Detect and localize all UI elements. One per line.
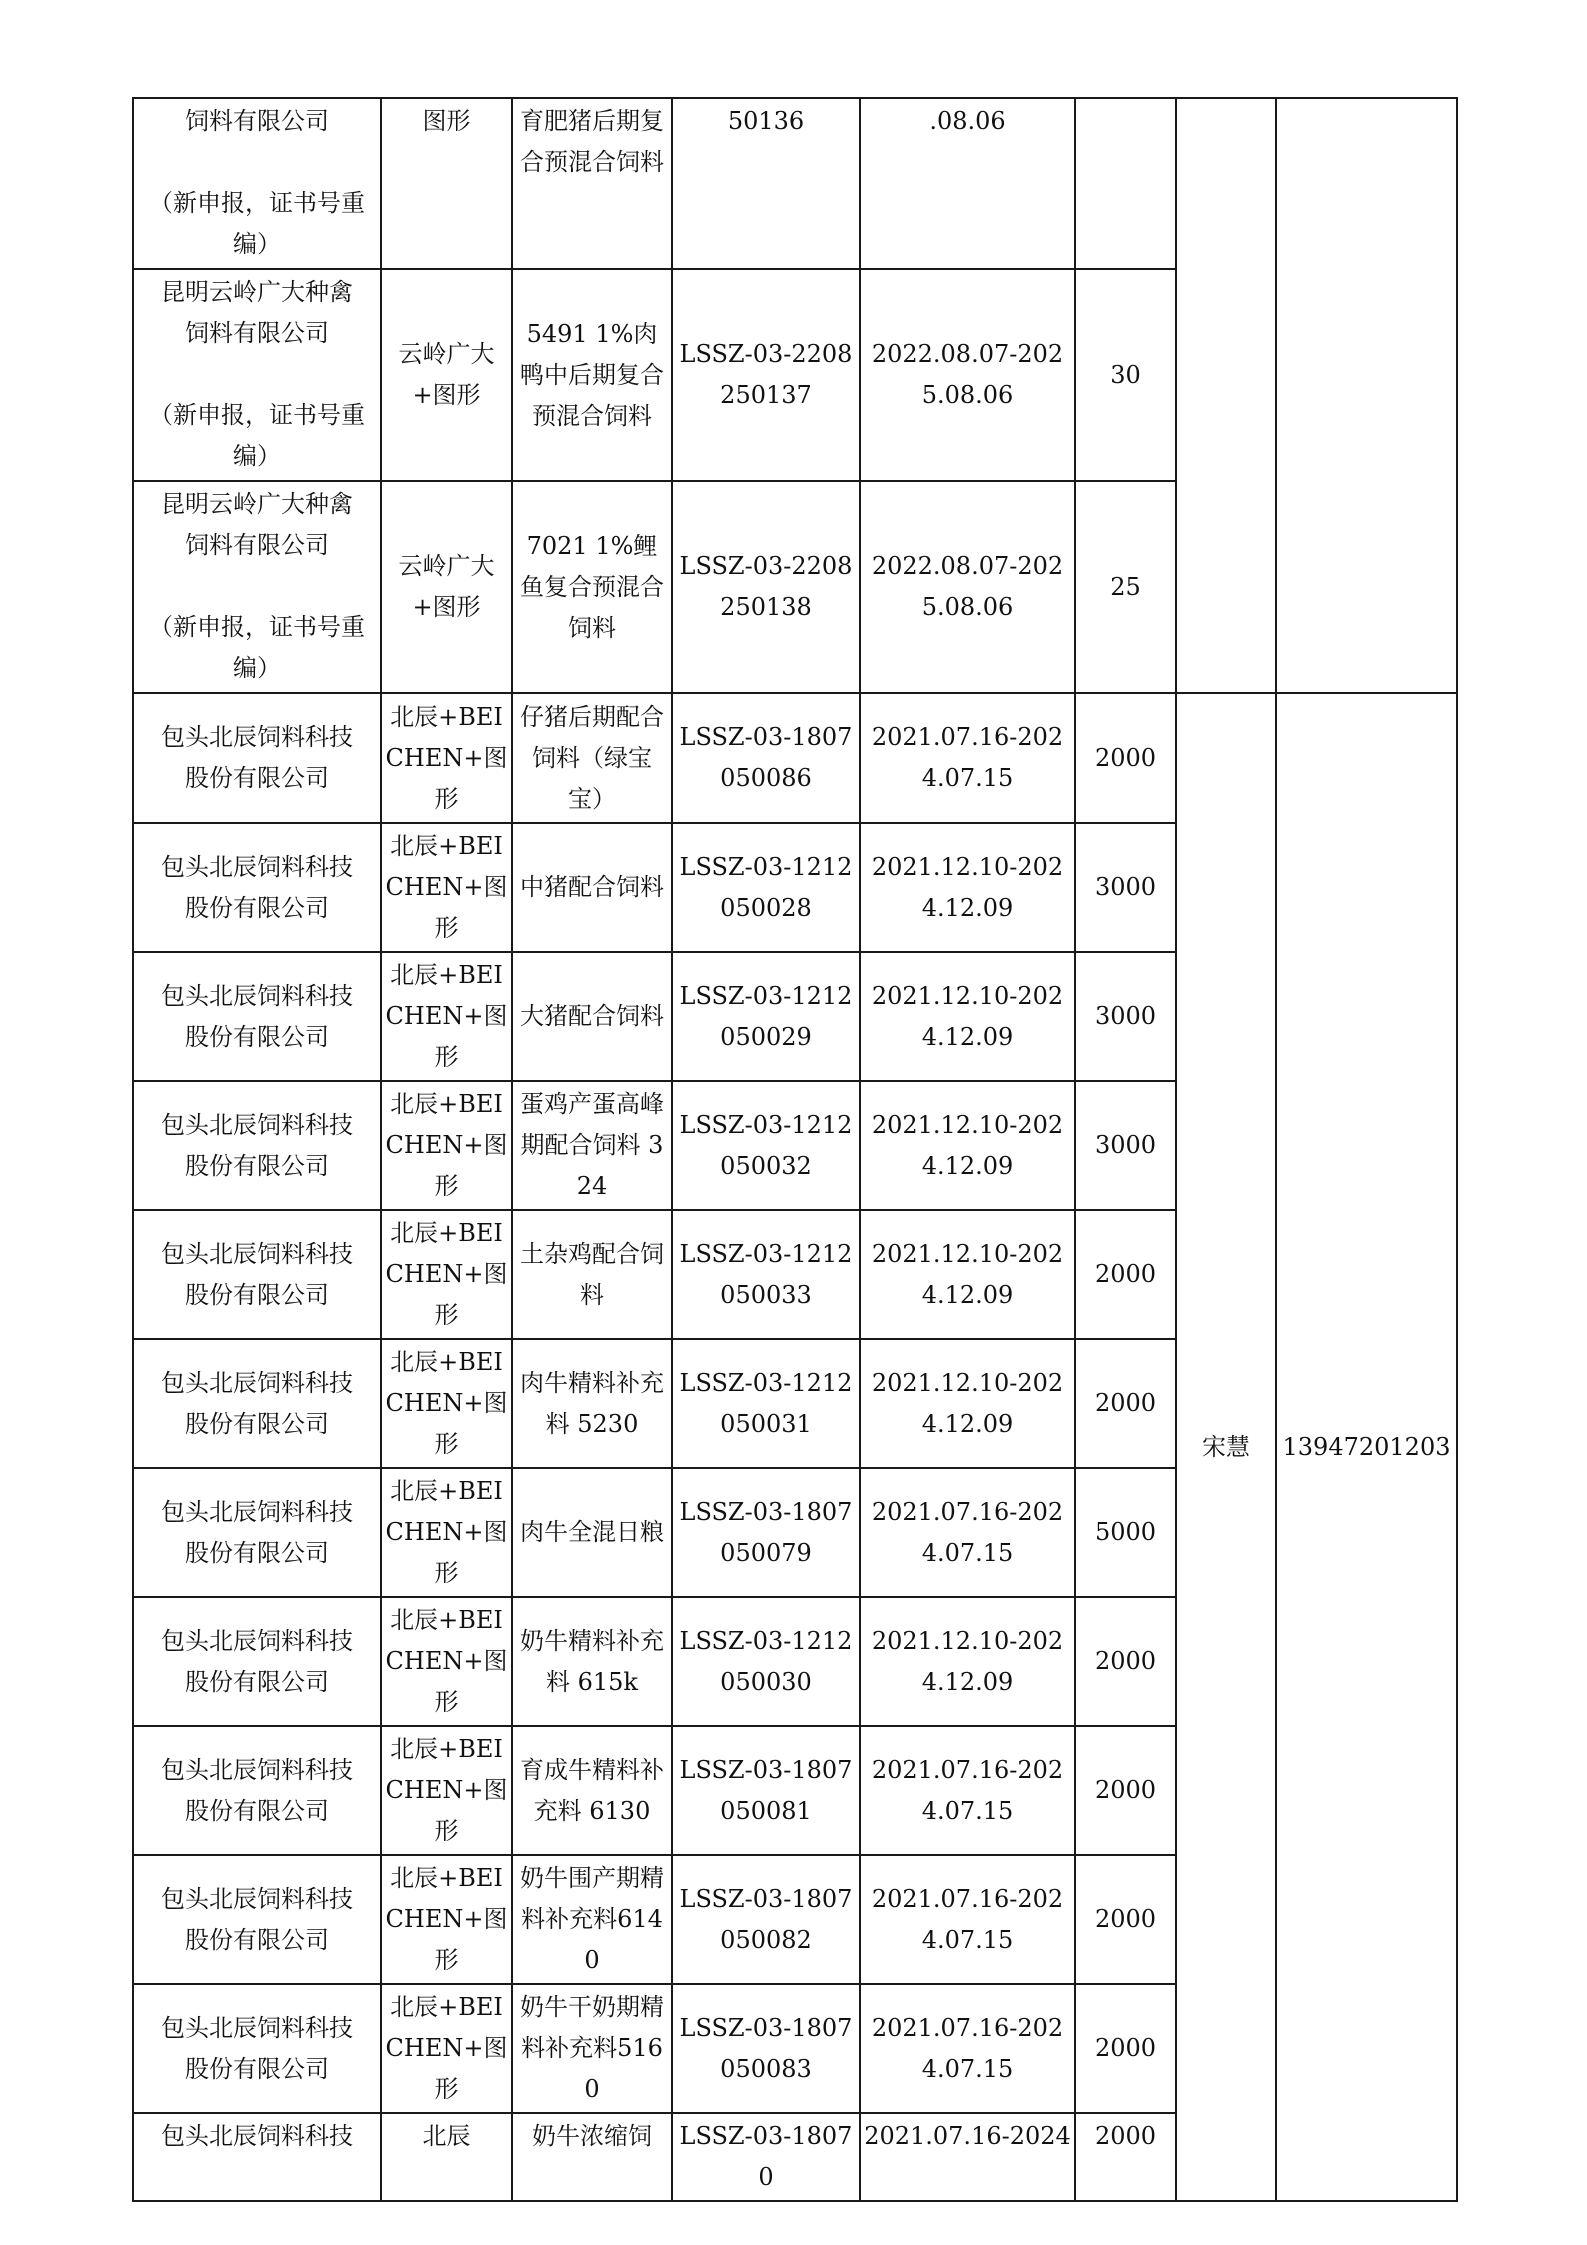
validity-period-cell-line: 2021.12.10-2024 xyxy=(871,1110,1064,1180)
certificate-number-cell-line: LSSZ-03-18070 xyxy=(679,1497,853,1567)
company-name-line: 股份有限公司 xyxy=(185,1280,329,1309)
company-name-line: 股份有限公司 xyxy=(185,2054,329,2083)
quantity-cell: 2000 xyxy=(1075,1339,1176,1468)
validity-period-cell-line: 2021.07.16-2024 xyxy=(871,1497,1064,1567)
company-note-line: 编） xyxy=(233,654,281,682)
quantity-cell: 2000 xyxy=(1075,1855,1176,1984)
brand-cell xyxy=(381,1984,512,2113)
certificate-number-cell-line: 50081 xyxy=(735,1796,812,1825)
product-cell-line: 育肥猪后期 xyxy=(520,107,640,135)
product-cell-line: 奶牛干奶期 xyxy=(520,1993,640,2021)
validity-period-cell xyxy=(860,693,1075,823)
product-cell-line: 宝） xyxy=(568,784,616,813)
certificate-number-cell-line: 50030 xyxy=(735,1667,812,1696)
product-cell-line: 饲料 xyxy=(616,148,664,176)
company-name-line: 股份有限公司 xyxy=(185,1151,329,1180)
product-cell xyxy=(512,1726,672,1855)
company-name-line: 包头北辰饲料科技 xyxy=(161,852,353,881)
company-cell xyxy=(133,693,381,823)
company-cell xyxy=(133,1726,381,1855)
company-name-line: 包头北辰饲料科技 xyxy=(161,1884,353,1913)
certificate-table xyxy=(132,97,1458,2202)
brand-cell-line: 北辰 xyxy=(390,1606,439,1634)
company-name-line: 包头北辰饲料科技 xyxy=(161,2122,353,2150)
product-cell-line: 料 xyxy=(640,873,664,901)
company-name-line: 包头北辰饲料科技 xyxy=(161,2013,353,2042)
certificate-number-cell xyxy=(672,693,860,823)
brand-cell-line: 图形 xyxy=(434,2034,508,2103)
product-cell xyxy=(512,693,672,823)
table-row xyxy=(133,693,1457,823)
product-cell xyxy=(512,2113,672,2201)
product-cell-line: 饲料 xyxy=(568,613,616,642)
brand-cell-line: 北辰 xyxy=(390,1993,439,2021)
brand-cell xyxy=(381,2113,512,2201)
company-note-gap xyxy=(136,354,378,395)
product-cell-line: 精料补充料 xyxy=(521,1864,664,1933)
company-name-line: 股份有限公司 xyxy=(185,764,329,792)
quantity-cell: 2000 xyxy=(1075,2113,1176,2201)
brand-cell xyxy=(381,1339,512,1468)
validity-period-cell xyxy=(860,1855,1075,1984)
brand-cell-line: 图形 xyxy=(422,107,471,135)
company-name-line: 包头北辰饲料科技 xyxy=(161,1497,353,1526)
certificate-number-cell-line: LSSZ-03-12120 xyxy=(679,1368,853,1438)
product-cell xyxy=(512,1597,672,1726)
certificate-number-cell-line: 50028 xyxy=(735,893,812,922)
validity-period-cell-line: .12.09 xyxy=(936,1151,1014,1180)
company-name-line: 包头北辰饲料科技 xyxy=(161,1755,353,1784)
validity-period-cell-line: 2021.07.16-2024 xyxy=(871,723,1064,792)
brand-cell-line: 北辰 xyxy=(390,1477,439,1505)
validity-period-cell-line: .08.06 xyxy=(929,107,1006,135)
brand-cell-line: +BEICHEN+ xyxy=(385,1477,503,1546)
validity-period-cell-line: 2021.12.10-2024 xyxy=(871,852,1064,922)
contact-phone-cell: 13947201203 xyxy=(1276,693,1457,2201)
brand-cell-line: 北辰 xyxy=(390,832,439,860)
company-note-line: （新申报，证书号重 xyxy=(149,189,365,217)
brand-cell-line: 图形 xyxy=(434,743,508,813)
brand-cell-line: +BEICHEN+ xyxy=(385,1219,503,1288)
company-cell xyxy=(133,1468,381,1597)
validity-period-cell-line: .08.06 xyxy=(936,381,1014,409)
quantity-cell: 2000 xyxy=(1075,1726,1176,1855)
validity-period-cell xyxy=(860,269,1075,481)
brand-cell-line: 北辰 xyxy=(390,1090,439,1118)
product-cell-line: 仔猪后期配 xyxy=(520,702,640,731)
validity-period-cell-line: .12.09 xyxy=(936,1667,1014,1696)
certificate-number-cell xyxy=(672,1339,860,1468)
quantity-cell: 2000 xyxy=(1075,1597,1176,1726)
certificate-number-cell xyxy=(672,98,860,269)
quantity-cell: 25 xyxy=(1075,481,1176,693)
company-cell xyxy=(133,823,381,952)
company-name-line: 包头北辰饲料科技 xyxy=(161,1626,353,1655)
brand-cell xyxy=(381,1468,512,1597)
product-cell xyxy=(512,1984,672,2113)
validity-period-cell xyxy=(860,1339,1075,1468)
company-name-line: 股份有限公司 xyxy=(185,1022,329,1051)
product-cell-line: 肉牛全混日 xyxy=(520,1518,640,1546)
certificate-number-cell-line: LSSZ-03-12120 xyxy=(679,1110,853,1180)
company-name-line: 饲料有限公司 xyxy=(185,319,329,347)
validity-period-cell-line: .07.15 xyxy=(936,1538,1014,1567)
brand-cell-line: 北辰 xyxy=(390,1348,439,1376)
brand-cell-line: 云岭广大+ xyxy=(398,340,495,409)
certificate-number-cell xyxy=(672,1726,860,1855)
product-cell xyxy=(512,952,672,1081)
validity-period-cell-line: 2021.07.16-2024 xyxy=(871,2013,1064,2083)
company-cell xyxy=(133,2113,381,2201)
company-note-gap xyxy=(136,142,378,183)
product-cell xyxy=(512,1081,672,1210)
validity-period-cell-line: .07.15 xyxy=(936,2054,1014,2083)
product-cell-line: 料 324 xyxy=(576,1131,664,1200)
certificate-number-cell-line: LSSZ-03-18070 xyxy=(679,1884,853,1954)
certificate-number-cell-line: LSSZ-03-18070 xyxy=(679,723,853,792)
brand-cell-line: 北辰 xyxy=(390,702,439,731)
certificate-number-cell-line: LSSZ-03-12120 xyxy=(679,1239,853,1309)
brand-cell-line: 北辰 xyxy=(422,2122,471,2150)
certificate-number-cell-line: 50086 xyxy=(735,764,812,792)
company-name-line: 包头北辰饲料科技 xyxy=(161,723,353,751)
product-cell-line: 大猪配合饲 xyxy=(520,1002,640,1030)
contact-person-cell: 宋慧 xyxy=(1176,693,1276,2201)
brand-cell-line: 北辰 xyxy=(390,1735,439,1763)
validity-period-cell-line: 2021.12.10-2024 xyxy=(871,1239,1064,1309)
validity-period-cell-line: .08.06 xyxy=(936,593,1014,621)
brand-cell xyxy=(381,693,512,823)
validity-period-cell-line: .07.15 xyxy=(936,1796,1014,1825)
quantity-cell: 30 xyxy=(1075,269,1176,481)
validity-period-cell-line: .07.15 xyxy=(936,764,1014,792)
brand-cell xyxy=(381,98,512,269)
certificate-number-cell-line: 50083 xyxy=(735,2054,812,2083)
certificate-number-cell xyxy=(672,823,860,952)
validity-period-cell xyxy=(860,2113,1075,2201)
product-cell-line: 复合预混合 xyxy=(520,107,664,176)
product-cell-line: 预混合饲料 xyxy=(532,401,652,430)
certificate-number-cell xyxy=(672,481,860,693)
certificate-number-cell-line: 50138 xyxy=(735,593,812,621)
certificate-number-cell xyxy=(672,1210,860,1339)
brand-cell xyxy=(381,952,512,1081)
validity-period-cell-line: .12.09 xyxy=(936,1022,1014,1051)
validity-period-cell xyxy=(860,1597,1075,1726)
brand-cell-line: 北辰 xyxy=(390,961,439,989)
certificate-number-cell-line: 50137 xyxy=(735,381,812,409)
company-name-line: 股份有限公司 xyxy=(185,1409,329,1438)
brand-cell xyxy=(381,823,512,952)
certificate-number-cell-line: LSSZ-03-18070 xyxy=(679,2122,853,2191)
validity-period-cell-line: 2021.07.16-2024 xyxy=(871,1755,1064,1825)
brand-cell-line: 图形 xyxy=(434,1131,508,1200)
certificate-number-cell-line: LSSZ-03-12120 xyxy=(679,1626,853,1696)
certificate-number-cell xyxy=(672,1468,860,1597)
company-name-line: 股份有限公司 xyxy=(185,1538,329,1567)
brand-cell xyxy=(381,1210,512,1339)
product-cell xyxy=(512,1210,672,1339)
certificate-number-cell-line: LSSZ-03-22082 xyxy=(679,552,853,621)
brand-cell xyxy=(381,1726,512,1855)
brand-cell-line: 图形 xyxy=(434,1002,508,1071)
company-name-line: 包头北辰饲料科技 xyxy=(161,1368,353,1397)
product-cell-line: 5491 1%肉鸭 xyxy=(520,319,658,389)
validity-period-cell xyxy=(860,1726,1075,1855)
brand-cell xyxy=(381,269,512,481)
brand-cell-line: 图形 xyxy=(434,1905,508,1974)
product-cell-line: 6140 xyxy=(584,1905,663,1974)
quantity-cell: 2000 xyxy=(1075,693,1176,823)
certificate-number-cell-line: 50033 xyxy=(735,1280,812,1309)
quantity-cell: 2000 xyxy=(1075,1210,1176,1339)
validity-period-cell-line: 2021.07.16-2024 xyxy=(871,1884,1064,1954)
certificate-number-cell-line: 50136 xyxy=(727,107,805,135)
company-note-gap xyxy=(136,566,378,607)
product-cell xyxy=(512,823,672,952)
certificate-number-cell-line: 50079 xyxy=(735,1538,812,1567)
certificate-number-cell xyxy=(672,1984,860,2113)
product-cell xyxy=(512,269,672,481)
validity-period-cell xyxy=(860,1081,1075,1210)
certificate-number-cell-line: 50031 xyxy=(735,1409,812,1438)
validity-period-cell-line: .12.09 xyxy=(936,893,1014,922)
company-cell xyxy=(133,952,381,1081)
company-cell xyxy=(133,1597,381,1726)
company-note-line: （新申报，证书号重 xyxy=(149,613,365,641)
product-cell xyxy=(512,1468,672,1597)
certificate-number-cell xyxy=(672,269,860,481)
product-cell xyxy=(512,481,672,693)
brand-cell-line: +BEICHEN+ xyxy=(385,1090,503,1159)
certificate-number-cell xyxy=(672,2113,860,2201)
company-name-line: 饲料有限公司 xyxy=(185,107,329,135)
product-cell-line: 饲料 xyxy=(580,1239,664,1309)
company-name-line: 股份有限公司 xyxy=(185,893,329,922)
brand-cell-line: 北辰 xyxy=(390,1864,439,1892)
company-cell xyxy=(133,1855,381,1984)
brand-cell-line: +BEICHEN+ xyxy=(385,1993,503,2062)
certificate-number-cell-line: 50029 xyxy=(735,1022,812,1051)
product-cell-line: 肉牛精料补 xyxy=(520,1368,640,1397)
company-name-line: 包头北辰饲料科技 xyxy=(161,981,353,1010)
brand-cell-line: 图形 xyxy=(434,1389,508,1458)
product-cell-line: 精料补充料 xyxy=(521,1993,664,2062)
product-cell-line: 料 xyxy=(640,1002,664,1030)
certificate-number-cell xyxy=(672,952,860,1081)
validity-period-cell-line: .12.09 xyxy=(936,1280,1014,1309)
company-name-line: 饲料有限公司 xyxy=(185,531,329,559)
phone-cell xyxy=(1276,98,1457,693)
validity-period-cell-line: 2021.12.10-2024 xyxy=(871,1626,1064,1696)
company-name-line: 包头北辰饲料科技 xyxy=(161,1110,353,1139)
brand-cell-line: +BEICHEN+ xyxy=(385,961,503,1030)
brand-cell-line: 云岭广大+ xyxy=(398,552,495,621)
product-cell-line: 粮 xyxy=(640,1518,664,1546)
product-cell xyxy=(512,98,672,269)
product-cell-line: 土杂鸡配合 xyxy=(520,1239,640,1268)
product-cell xyxy=(512,1339,672,1468)
product-cell-line: 蛋鸡产蛋高 xyxy=(520,1090,640,1118)
brand-cell-line: +BEICHEN+ xyxy=(385,702,503,772)
certificate-number-cell-line: LSSZ-03-12120 xyxy=(679,981,853,1051)
product-cell-line: 5160 xyxy=(584,2034,663,2103)
validity-period-cell-line: .07.15 xyxy=(936,1925,1014,1954)
company-cell xyxy=(133,98,381,269)
validity-period-cell xyxy=(860,823,1075,952)
validity-period-cell xyxy=(860,1984,1075,2113)
company-name-line: 股份有限公司 xyxy=(185,1667,329,1696)
company-cell xyxy=(133,269,381,481)
company-cell xyxy=(133,1081,381,1210)
certificate-number-cell-line: LSSZ-03-12120 xyxy=(679,852,853,922)
certificate-number-cell-line: LSSZ-03-18070 xyxy=(679,1755,853,1825)
validity-period-cell-line: 2022.08.07-2025 xyxy=(871,340,1064,409)
company-cell xyxy=(133,1984,381,2113)
company-cell xyxy=(133,1339,381,1468)
brand-cell-line: +BEICHEN+ xyxy=(385,1735,503,1804)
brand-cell-line: 图形 xyxy=(432,381,481,409)
validity-period-cell xyxy=(860,481,1075,693)
company-name-line: 股份有限公司 xyxy=(185,1925,329,1954)
product-cell-line: 奶牛围产期 xyxy=(520,1864,640,1892)
table-row xyxy=(133,98,1457,269)
brand-cell xyxy=(381,1597,512,1726)
quantity-cell: 3000 xyxy=(1075,823,1176,952)
company-cell xyxy=(133,481,381,693)
product-cell-line: 峰期配合饲 xyxy=(520,1090,664,1159)
certificate-number-cell-line: LSSZ-03-18070 xyxy=(679,2013,853,2083)
quantity-cell: 3000 xyxy=(1075,1081,1176,1210)
product-cell-line: 奶牛精料补 xyxy=(520,1626,640,1655)
validity-period-cell-line: 2022.08.07-2025 xyxy=(871,552,1064,621)
brand-cell-line: +BEICHEN+ xyxy=(385,1606,503,1675)
product-cell xyxy=(512,1855,672,1984)
certificate-number-cell-line: 50082 xyxy=(735,1925,812,1954)
product-cell-line: 中后期复合 xyxy=(544,360,664,389)
brand-cell-line: 图形 xyxy=(434,1776,508,1845)
validity-period-cell-line: 2021.07.16-2024 xyxy=(864,2122,1071,2150)
certificate-number-cell-line: LSSZ-03-22082 xyxy=(679,340,853,409)
product-cell-line: 奶牛浓缩饲 xyxy=(532,2122,652,2150)
product-cell-line: 合饲料（绿宝 xyxy=(532,702,664,772)
brand-cell-line: 图形 xyxy=(434,1647,508,1716)
company-name-line: 昆明云岭广大种禽 xyxy=(161,278,353,306)
brand-cell-line: 北辰 xyxy=(390,1219,439,1247)
product-cell-line: 育成牛精料 xyxy=(520,1755,640,1784)
product-cell-line: 充料 5230 xyxy=(545,1368,664,1438)
brand-cell-line: 图形 xyxy=(432,593,481,621)
brand-cell xyxy=(381,1855,512,1984)
validity-period-cell-line: .12.09 xyxy=(936,1409,1014,1438)
brand-cell-line: 图形 xyxy=(434,873,508,942)
validity-period-cell-line: 2021.12.10-2024 xyxy=(871,981,1064,1051)
product-cell-line: 复合预混合 xyxy=(544,572,664,601)
brand-cell-line: +BEICHEN+ xyxy=(385,832,503,901)
brand-cell-line: 图形 xyxy=(434,1260,508,1329)
company-cell xyxy=(133,1210,381,1339)
validity-period-cell-line: 2021.12.10-2024 xyxy=(871,1368,1064,1438)
brand-cell-line: 图形 xyxy=(434,1518,508,1587)
company-note-line: 编） xyxy=(233,442,281,470)
brand-cell-line: +BEICHEN+ xyxy=(385,1864,503,1933)
company-name-line: 昆明云岭广大种禽 xyxy=(161,490,353,518)
validity-period-cell xyxy=(860,952,1075,1081)
product-cell-line: 7021 1%鲤鱼 xyxy=(520,531,658,601)
company-name-line: 包头北辰饲料科技 xyxy=(161,1239,353,1268)
quantity-cell: 2000 xyxy=(1075,1984,1176,2113)
certificate-number-cell xyxy=(672,1855,860,1984)
company-note-line: 编） xyxy=(233,230,281,258)
company-note-line: （新申报，证书号重 xyxy=(149,401,365,429)
validity-period-cell xyxy=(860,1468,1075,1597)
quantity-cell: 3000 xyxy=(1075,952,1176,1081)
validity-period-cell xyxy=(860,98,1075,269)
product-cell-line: 补充料 6130 xyxy=(533,1755,664,1825)
certificate-number-cell xyxy=(672,1081,860,1210)
brand-cell xyxy=(381,1081,512,1210)
product-cell-line: 充料 615k xyxy=(546,1626,664,1696)
brand-cell xyxy=(381,481,512,693)
validity-period-cell xyxy=(860,1210,1075,1339)
certificate-number-cell-line: 50032 xyxy=(735,1151,812,1180)
company-name-line: 股份有限公司 xyxy=(185,1796,329,1825)
brand-cell-line: +BEICHEN+ xyxy=(385,1348,503,1417)
quantity-cell xyxy=(1075,98,1176,269)
certificate-number-cell xyxy=(672,1597,860,1726)
quantity-cell: 5000 xyxy=(1075,1468,1176,1597)
contact-cell xyxy=(1176,98,1276,693)
product-cell-line: 中猪配合饲 xyxy=(520,873,640,901)
